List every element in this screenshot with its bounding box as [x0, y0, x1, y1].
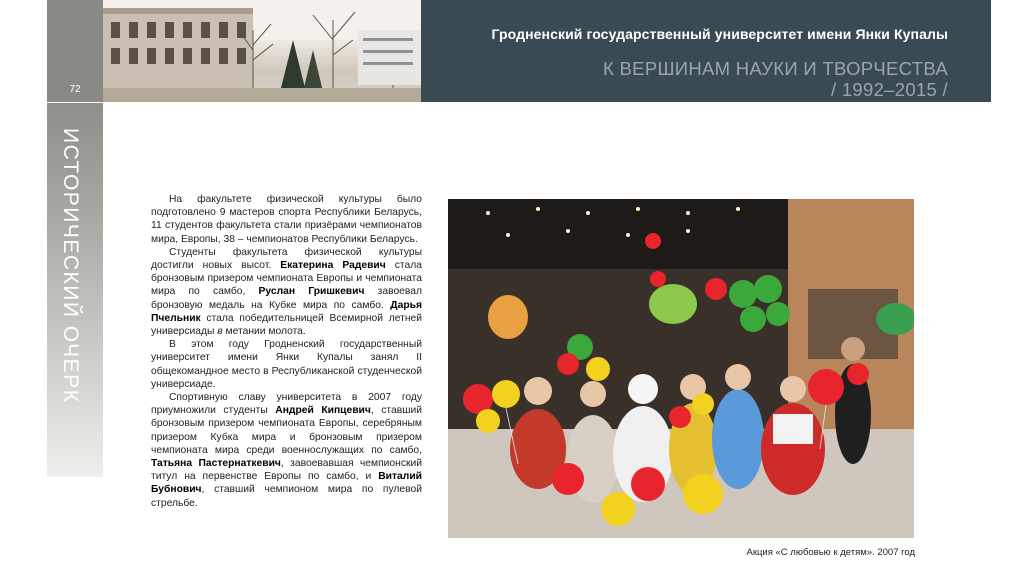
text-run: стала бронзовым призером чемпионата Европы и чемпионата мира по самбо,	[151, 260, 422, 298]
text-run: , завоевавшая чемпионский титул на первенстве Европы по самбо, и	[151, 458, 422, 483]
event-photo	[448, 199, 914, 538]
athlete-name: Дарья Пчельник	[151, 299, 422, 324]
book-title	[603, 58, 948, 100]
athlete-name: Руслан Гришкевич	[258, 286, 365, 298]
text-run: завоевал бронзовую медаль на Кубке мира по самбо.	[151, 286, 422, 311]
athlete-name: Татьяна Пастернаткевич	[151, 458, 281, 470]
book-title-line1: К ВЕРШИНАМ НАУКИ И ТВОРЧЕСТВА	[603, 58, 948, 79]
book-title-line2: / 1992–2015 /	[830, 79, 948, 100]
paragraph-1: На факультете физической культуры было подготовлено 9 мастеров спорта Республики Беларусь, 11 студентов факультета стали призёрами чемпионатов мира, Европы, 38 – чемпионатов Республики Беларусь.	[151, 194, 422, 245]
text-run: в	[217, 326, 223, 338]
paragraph-2	[151, 246, 422, 338]
university-name: Гродненский государственный университет имени Янки Купалы	[491, 26, 948, 42]
text-run: стала победительницей Всемирной летней универсиады	[151, 312, 422, 338]
photo-caption: Акция «С любовью к детям». 2007 год	[746, 547, 915, 558]
text-run: Спортивную славу университета в 2007 году приумножили студенты	[151, 392, 422, 417]
text-run: , ставший бронзовым призером чемпионата Европы, серебряным призером Кубка мира и бронзовым призером чемпионата мира среди военнослужащих по самбо,	[151, 405, 422, 456]
header-campus-photo	[103, 0, 421, 102]
paragraph-4	[151, 391, 422, 510]
article-text	[151, 193, 422, 510]
athlete-name: Андрей Кипцевич	[275, 405, 371, 417]
athlete-name: Екатерина Радевич	[280, 260, 386, 272]
text-run: Студенты факультета физической культуры достигли новых высот.	[151, 246, 422, 272]
text-run: метании молота.	[222, 326, 306, 338]
athlete-name: Виталий Бубнович	[151, 471, 422, 496]
section-label: ИСТОРИЧЕСКИЙ ОЧЕРК	[59, 128, 82, 404]
text-run: , ставший чемпионом мира по пулевой стрельбе.	[151, 484, 422, 509]
paragraph-3: В этом году Гродненский государственный университет имени Янки Купалы занял II общекомандное место в Республиканской студенческой универсиаде.	[151, 339, 422, 390]
page-number: 72	[69, 84, 81, 95]
